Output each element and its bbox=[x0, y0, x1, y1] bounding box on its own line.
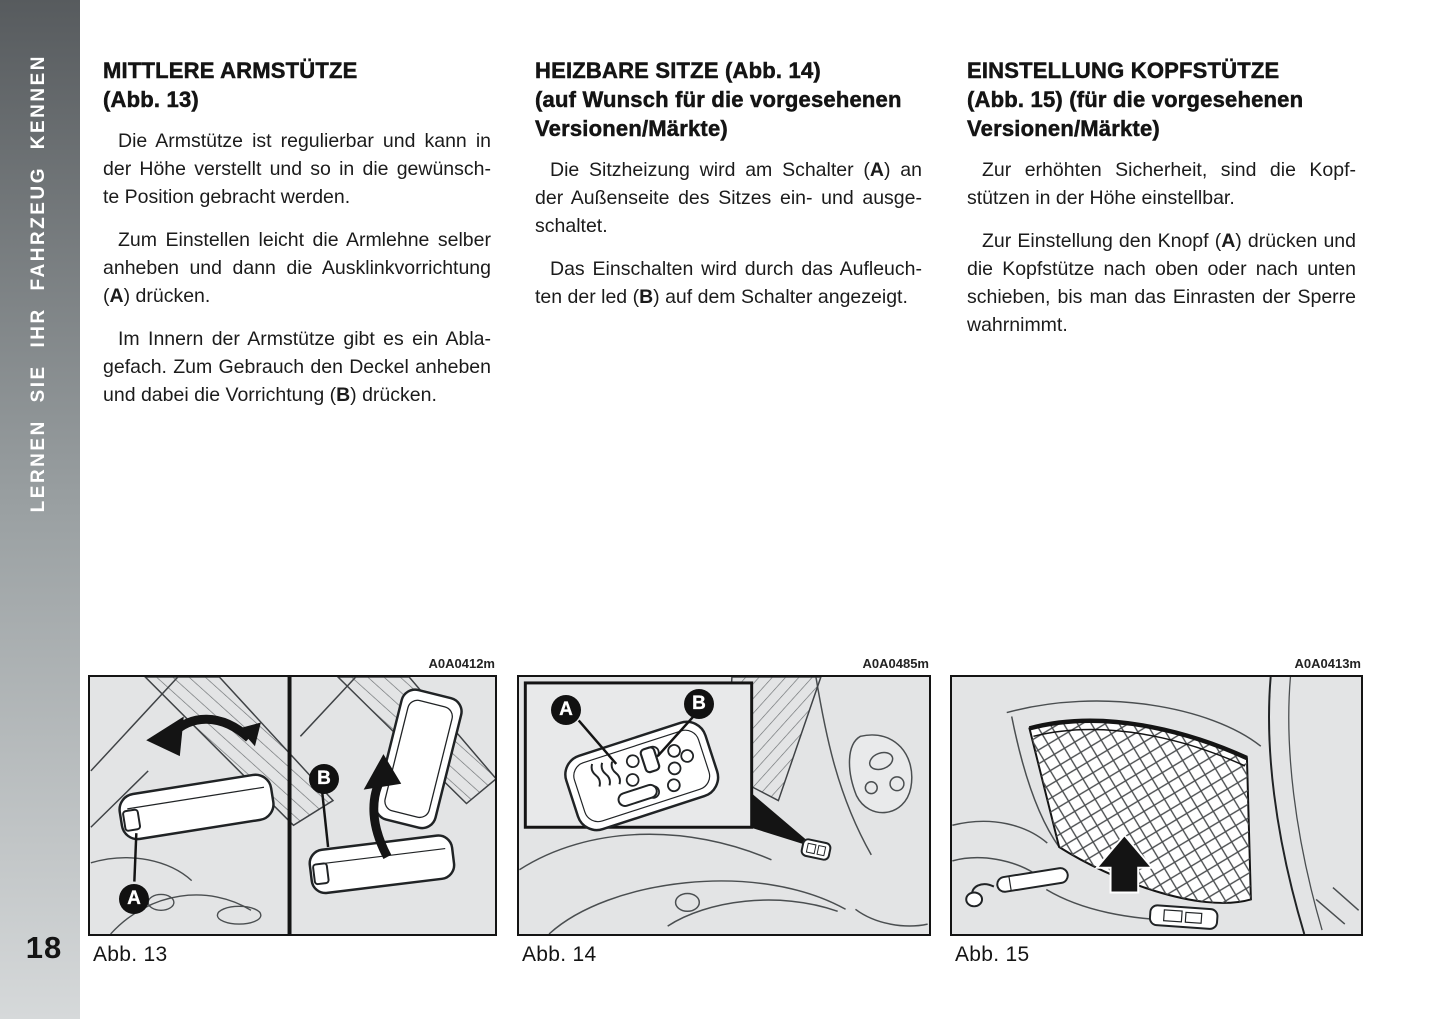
paragraph bbox=[103, 226, 491, 310]
figure-code: A0A0412m bbox=[428, 656, 495, 671]
heading-line: Versionen/Märkte) bbox=[535, 116, 728, 141]
figure-caption: Abb. 14 bbox=[522, 943, 597, 966]
chapter-sidebar bbox=[0, 0, 80, 1019]
text-line: Die Sitzheizung wird am Schalter (A) an bbox=[550, 159, 922, 181]
text-column-armrest bbox=[103, 56, 491, 424]
text-line: Die Armstütze ist regulierbar und kann in bbox=[118, 130, 491, 152]
figure-abb-14 bbox=[517, 657, 931, 967]
label-badge-a: A bbox=[551, 695, 581, 725]
heading-line: (Abb. 15) (für die vorgesehenen bbox=[967, 87, 1304, 112]
seat-net-illustration bbox=[952, 677, 1361, 934]
text-line: te Position gebracht werden. bbox=[103, 186, 351, 208]
text-line: wahrnimmt. bbox=[967, 314, 1068, 336]
figure-caption: Abb. 13 bbox=[93, 943, 168, 966]
section-heading bbox=[535, 56, 922, 143]
paragraph bbox=[103, 127, 491, 211]
figure-abb-15 bbox=[950, 657, 1363, 967]
text-line: ten der led (B) auf dem Schalter angezeigt. bbox=[535, 286, 908, 308]
section-body bbox=[103, 127, 491, 409]
chapter-title-vertical: LERNEN SIE IHR FAHRZEUG KENNEN bbox=[28, 54, 49, 513]
heading-line: HEIZBARE SITZE (Abb. 14) bbox=[535, 58, 821, 83]
paragraph bbox=[535, 156, 922, 240]
section-heading bbox=[103, 56, 491, 114]
figure-code: A0A0413m bbox=[1294, 656, 1361, 671]
text-line: schaltet. bbox=[535, 215, 608, 237]
text-column-heated-seats bbox=[535, 56, 922, 326]
text-line: der Höhe verstellt und so in die gewünsch- bbox=[103, 158, 491, 180]
paragraph bbox=[535, 255, 922, 311]
section-body bbox=[967, 156, 1356, 339]
text-column-headrest bbox=[967, 56, 1356, 354]
figure-code: A0A0485m bbox=[862, 656, 929, 671]
seat-adjust-switch bbox=[1149, 905, 1217, 929]
text-line: Zur erhöhten Sicherheit, sind die Kopf- bbox=[982, 159, 1356, 181]
label-badge-b: B bbox=[309, 764, 339, 794]
text-line: Zum Einstellen leicht die Armlehne selber bbox=[118, 229, 491, 251]
heading-line: EINSTELLUNG KOPFSTÜTZE bbox=[967, 58, 1280, 83]
paragraph bbox=[967, 227, 1356, 339]
panel-divider bbox=[288, 677, 292, 934]
heading-line: (Abb. 13) bbox=[103, 87, 199, 112]
figure-frame bbox=[88, 675, 497, 936]
armrest-illustration bbox=[90, 677, 495, 934]
heated-seat-switch-illustration bbox=[519, 677, 929, 934]
text-line: Das Einschalten wird durch das Aufleuch- bbox=[550, 258, 922, 280]
heading-line: (auf Wunsch für die vorgesehenen bbox=[535, 87, 902, 112]
text-line: schieben, bis man das Einrasten der Sperre bbox=[967, 286, 1356, 308]
text-line: stützen in der Höhe einstellbar. bbox=[967, 187, 1235, 209]
paragraph bbox=[967, 156, 1356, 212]
text-line: gefach. Zum Gebrauch den Deckel anheben bbox=[103, 356, 491, 378]
heading-line: Versionen/Märkte) bbox=[967, 116, 1160, 141]
figure-caption: Abb. 15 bbox=[955, 943, 1030, 966]
text-line: Im Innern der Armstütze gibt es ein Abla- bbox=[118, 328, 491, 350]
figure-frame bbox=[950, 675, 1363, 936]
text-line: und dabei die Vorrichtung (B) drücken. bbox=[103, 384, 437, 406]
text-line: Zur Einstellung den Knopf (A) drücken und bbox=[982, 230, 1356, 252]
label-badge-b: B bbox=[684, 689, 714, 719]
section-heading bbox=[967, 56, 1356, 143]
page-number: 18 bbox=[25, 930, 63, 965]
text-line: (A) drücken. bbox=[103, 285, 211, 307]
figure-frame bbox=[517, 675, 931, 936]
heading-line: MITTLERE ARMSTÜTZE bbox=[103, 58, 358, 83]
section-body bbox=[535, 156, 922, 311]
text-line: anheben und dann die Ausklinkvorrichtung bbox=[103, 257, 491, 279]
figure-abb-13 bbox=[88, 657, 497, 967]
paragraph bbox=[103, 325, 491, 409]
text-line: die Kopfstütze nach oben oder nach unten bbox=[967, 258, 1356, 280]
label-badge-a: A bbox=[119, 884, 149, 914]
text-line: der Außenseite des Sitzes ein- und ausge- bbox=[535, 187, 922, 209]
